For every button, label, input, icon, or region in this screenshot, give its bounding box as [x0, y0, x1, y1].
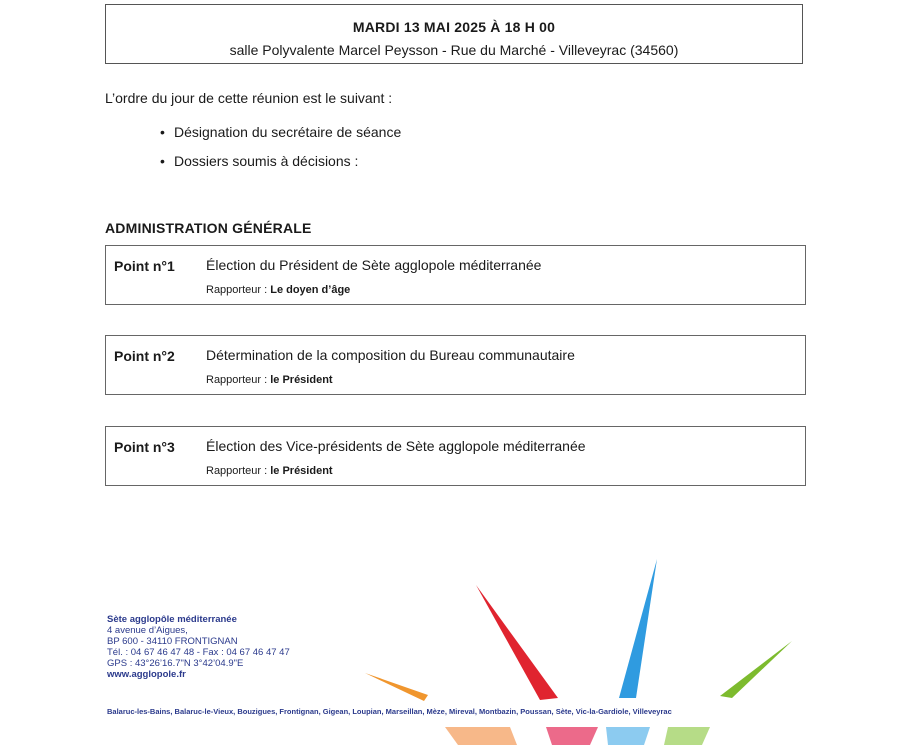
member-communes: Balaruc-les-Bains, Balaruc-le-Vieux, Bouzigues, Frontignan, Gigean, Loupian, Marseillan, Mèze, Mireval, Montbazin, Poussan, Sète, Vic-la-Gardiole, Villeveyrac	[107, 707, 672, 716]
logo-ray-red	[476, 585, 558, 700]
bullet-item: • Dossiers soumis à décisions :	[160, 153, 359, 169]
meeting-date: MARDI 13 MAI 2025 À 18 H 00	[352, 19, 556, 35]
agenda-point-2	[105, 335, 806, 395]
meeting-header-box	[105, 4, 803, 64]
org-website[interactable]: www.agglopole.fr	[107, 669, 186, 680]
logo-base-blue	[606, 727, 650, 745]
point-label: Point n°1	[114, 258, 175, 274]
agglopole-logo-rays	[360, 555, 800, 747]
agenda-point-3	[105, 426, 806, 486]
meeting-venue: salle Polyvalente Marcel Peysson - Rue du Marché - Villeveyrac (34560)	[229, 42, 679, 58]
logo-base-pink	[546, 727, 598, 745]
point-rapporteur: Rapporteur : le Président	[206, 374, 333, 386]
point-title: Élection des Vice-présidents de Sète agglopole méditerranée	[206, 438, 586, 454]
section-title: ADMINISTRATION GÉNÉRALE	[105, 220, 312, 236]
point-label: Point n°3	[114, 439, 175, 455]
org-postal: BP 600 - 34110 FRONTIGNAN	[107, 636, 238, 647]
agenda-bullets	[160, 124, 401, 182]
logo-ray-green	[720, 641, 792, 698]
logo-ray-blue	[619, 559, 657, 698]
org-phone: Tél. : 04 67 46 47 48 - Fax : 04 67 46 47 47	[107, 647, 290, 658]
logo-ray-orange	[365, 673, 428, 701]
org-name: Sète agglopôle méditerranée	[107, 614, 237, 625]
logo-base-orange	[445, 727, 517, 745]
logo-base-green	[664, 727, 710, 745]
bullet-item: • Désignation du secrétaire de séance	[160, 124, 402, 140]
org-address: 4 avenue d’Aigues,	[107, 625, 188, 636]
point-title: Détermination de la composition du Bureau communautaire	[206, 347, 575, 363]
point-rapporteur: Rapporteur : le Président	[206, 465, 333, 477]
footer-organization	[107, 614, 290, 680]
point-rapporteur: Rapporteur : Le doyen d’âge	[206, 284, 351, 296]
point-title: Élection du Président de Sète agglopole méditerranée	[206, 257, 542, 273]
agenda-intro: L’ordre du jour de cette réunion est le suivant :	[105, 90, 393, 106]
point-label: Point n°2	[114, 348, 175, 364]
agenda-point-1	[105, 245, 806, 305]
org-gps: GPS : 43°26’16.7"N 3°42’04.9"E	[107, 658, 244, 669]
